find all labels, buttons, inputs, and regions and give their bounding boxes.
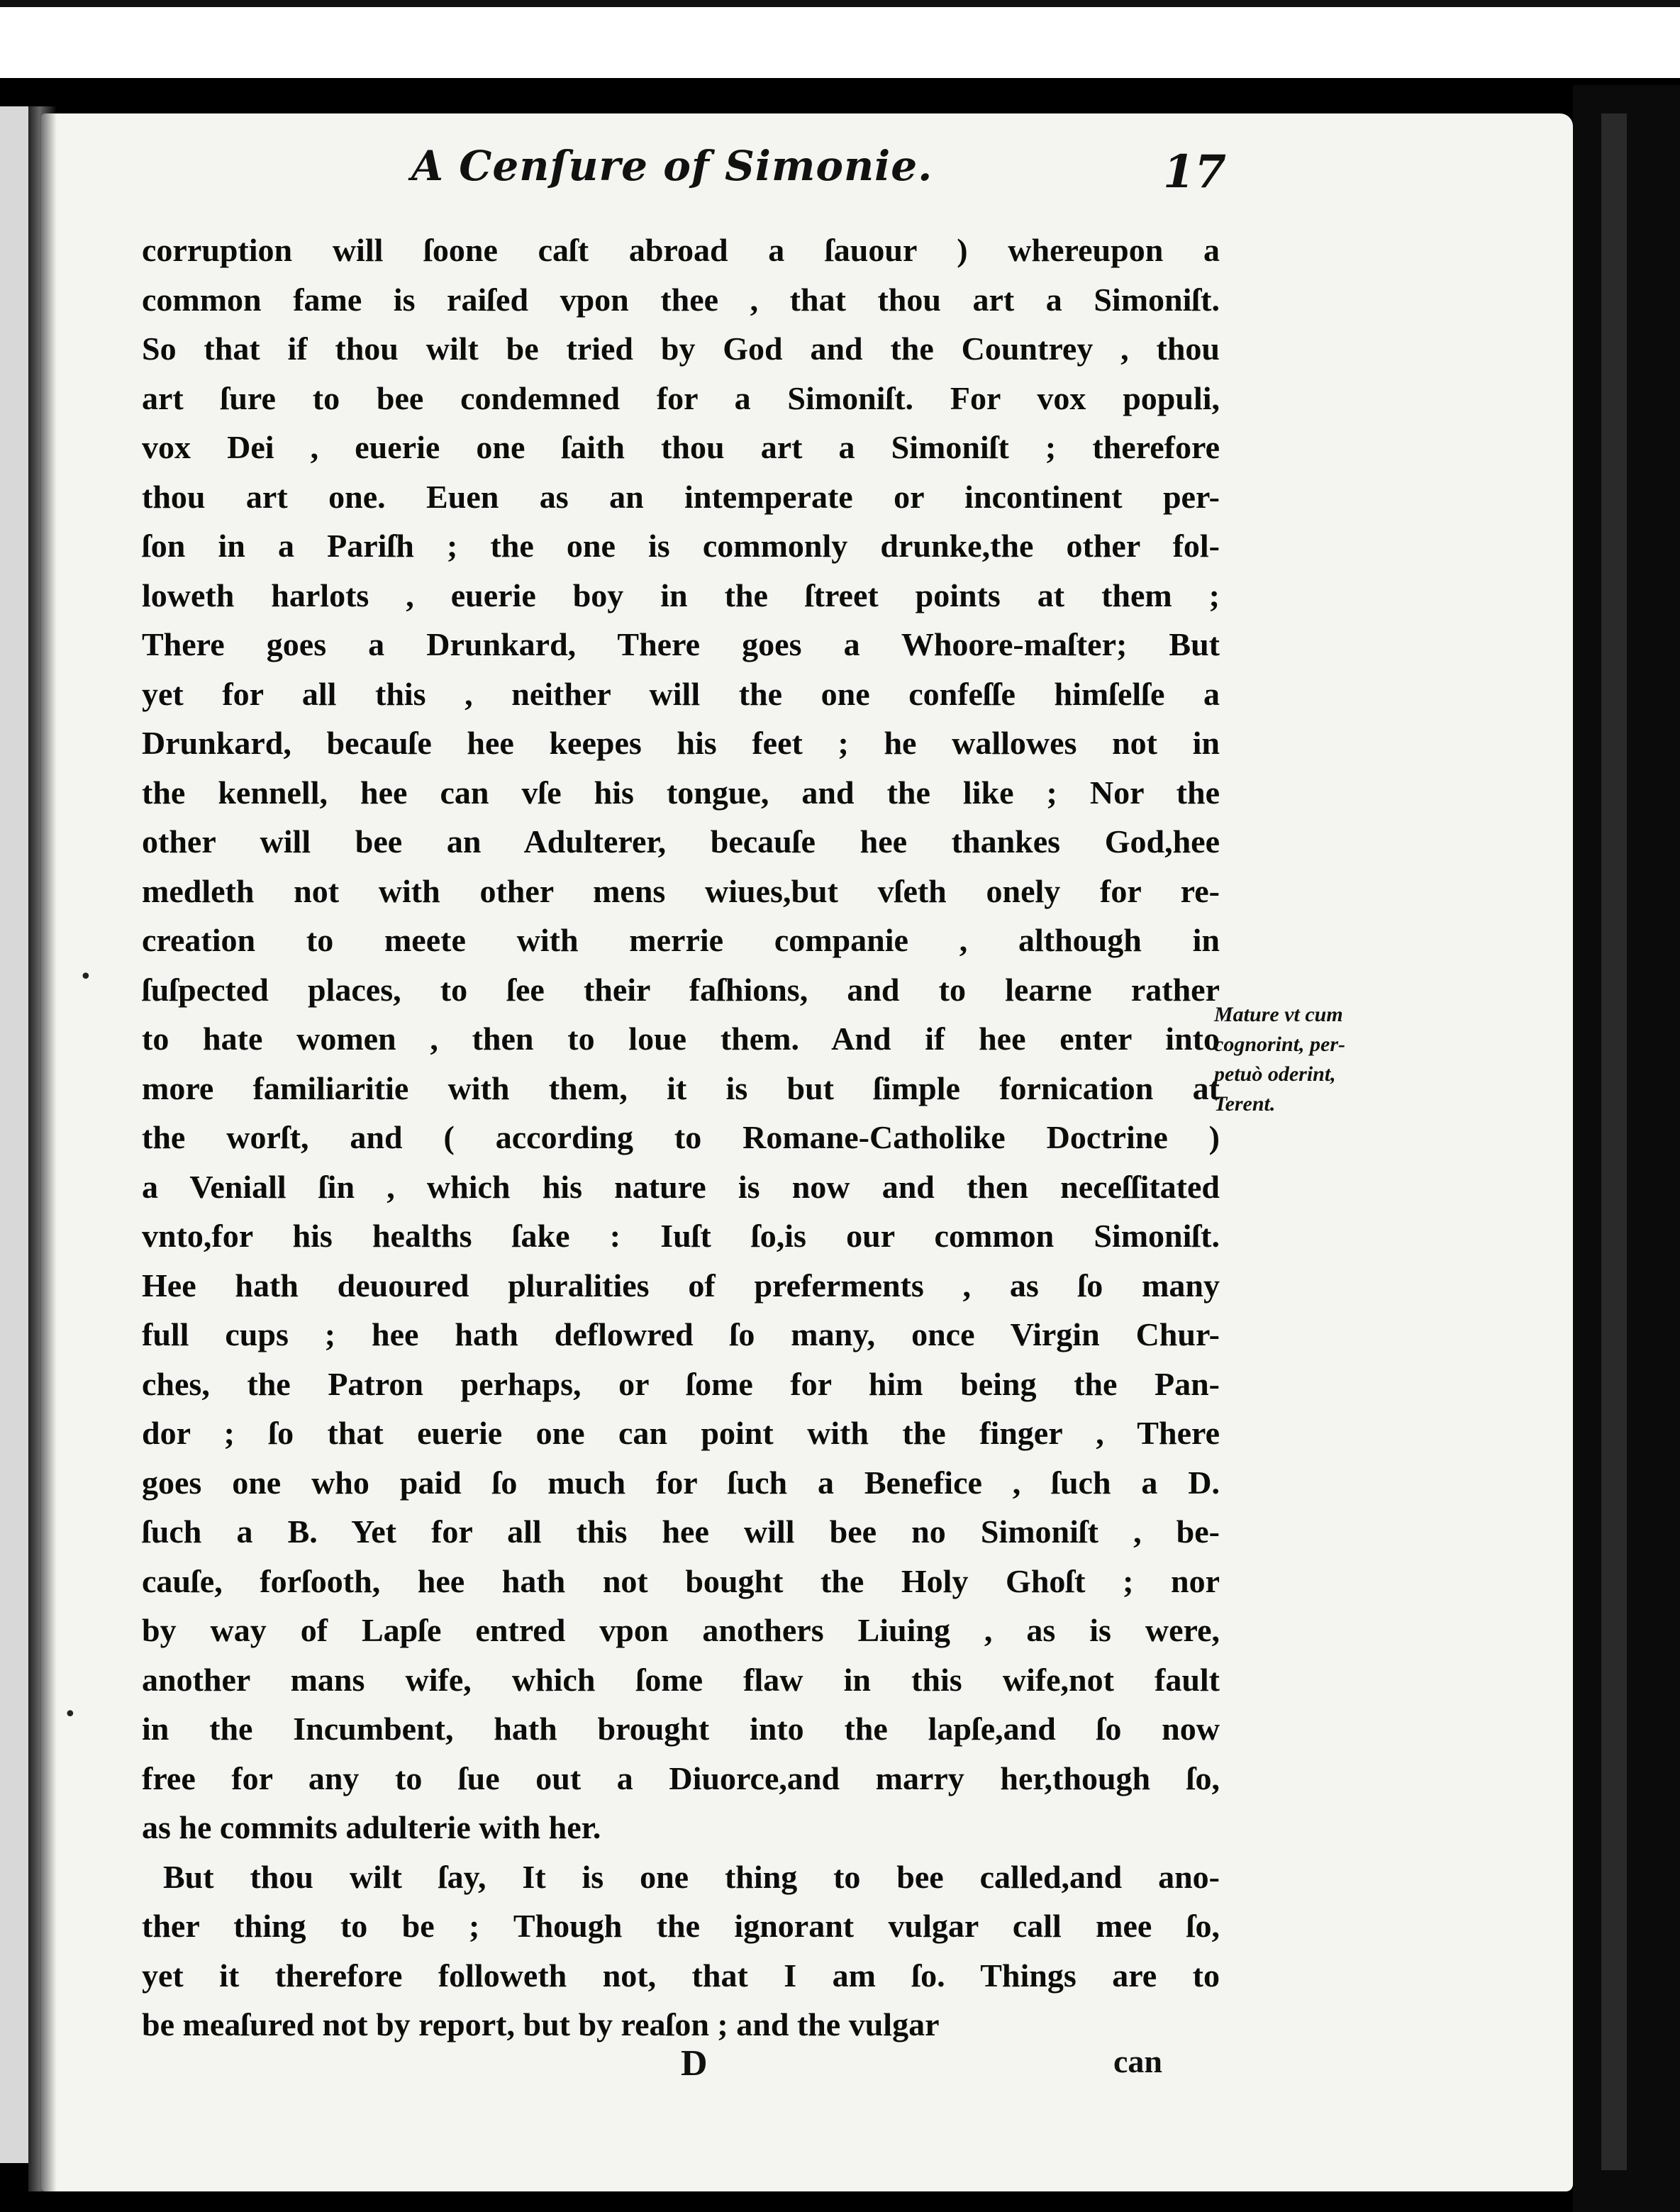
ink-speck: • xyxy=(64,1702,77,1727)
text-line: in the Incumbent, hath brought into the lapſe,and ſo now xyxy=(142,1711,1220,1747)
text-line: corruption will ſoone caſt abroad a ſauour ) whereupon a xyxy=(142,232,1220,268)
page-edge-shadow xyxy=(1573,85,1680,2212)
facing-page-edge xyxy=(0,106,28,2163)
catchword: can xyxy=(1113,2043,1162,2079)
text-line: ſuch a B. Yet for all this hee will bee no Simoniſt , be- xyxy=(142,1513,1220,1550)
text-line: the kennell, hee can vſe his tongue, and the like ; Nor the xyxy=(142,774,1220,811)
text-line: Drunkard, becauſe hee keepes his feet ; he wallowes not in xyxy=(142,725,1220,761)
text-line: a Veniall ſin , which his nature is now and then neceſſitated xyxy=(142,1168,1220,1205)
text-line: free for any to ſue out a Diuorce,and marry her,though ſo, xyxy=(142,1760,1220,1796)
margin-note-line: Terent. xyxy=(1214,1092,1276,1116)
page-number: 17 xyxy=(1163,145,1227,199)
ink-speck: • xyxy=(79,965,92,989)
text-line: ther thing to be ; Though the ignorant vulgar call mee ſo, xyxy=(142,1908,1220,1944)
text-line: vox Dei , euerie one ſaith thou art a Simoniſt ; therefore xyxy=(142,429,1220,465)
text-line: as he commits adulterie with her. xyxy=(142,1809,601,1845)
text-line: other will bee an Adulterer, becauſe hee thankes God,hee xyxy=(142,823,1220,860)
text-line: be meaſured not by report, but by reaſon ; and the vulgar xyxy=(142,2006,940,2043)
text-line: creation to meete with merrie companie , although in xyxy=(142,922,1220,958)
text-line: goes one who paid ſo much for ſuch a Benefice , ſuch a D. xyxy=(142,1464,1220,1501)
text-line: full cups ; hee hath deflowred ſo many, once Virgin Chur- xyxy=(142,1316,1220,1352)
margin-note-line: cognorint, per- xyxy=(1214,1033,1346,1056)
text-line: another mans wife, which ſome flaw in this wife,not fault xyxy=(142,1661,1220,1698)
text-line: ſon in a Pariſh ; the one is commonly drunke,the other fol- xyxy=(142,528,1220,564)
text-line: more familiaritie with them, it is but ſimple fornication at xyxy=(142,1069,1220,1106)
body-text xyxy=(142,226,1220,2050)
gutter-shadow xyxy=(28,106,57,2191)
text-line: cauſe, forſooth, hee hath not bought the Holy Ghoſt ; nor xyxy=(142,1562,1220,1599)
running-head: A Cenſure of Simonie. xyxy=(411,142,933,190)
text-line: Hee hath deuoured pluralities of preferments , as ſo many xyxy=(142,1267,1220,1304)
text-line: yet it therefore followeth not, that I am ſo. Things are to xyxy=(142,1957,1220,1994)
text-line: common fame is raiſed vpon thee , that thou art a Simoniſt. xyxy=(142,281,1220,318)
signature-mark: D xyxy=(681,2043,708,2084)
margin-note-line: Mature vt cum xyxy=(1214,1003,1343,1026)
scan-top-margin xyxy=(0,0,1680,78)
text-line: thou art one. Euen as an intemperate or incontinent per- xyxy=(142,478,1220,515)
text-line: But thou wilt ſay, It is one thing to bee called,and ano- xyxy=(163,1858,1220,1895)
text-line: There goes a Drunkard, There goes a Whoore-maſter; But xyxy=(142,626,1220,662)
text-line: vnto,for his healths ſake : Iuſt ſo,is our common Simoniſt. xyxy=(142,1218,1220,1254)
text-line: the worſt, and ( according to Romane-Catholike Doctrine ) xyxy=(142,1119,1220,1155)
text-line: ches, the Patron perhaps, or ſome for him being the Pan- xyxy=(142,1365,1220,1402)
text-line: loweth harlots , euerie boy in the ſtreet points at them ; xyxy=(142,577,1220,613)
text-line: by way of Lapſe entred vpon anothers Liuing , as is were, xyxy=(142,1612,1220,1648)
text-line: ſuſpected places, to ſee their faſhions, and to learne rather xyxy=(142,971,1220,1008)
margin-note xyxy=(1214,1000,1427,1119)
text-line: dor ; ſo that euerie one can point with the finger , There xyxy=(142,1415,1220,1451)
text-line: art ſure to bee condemned for a Simoniſt. For vox populi, xyxy=(142,379,1220,416)
text-line: to hate women , then to loue them. And if hee enter into xyxy=(142,1021,1220,1057)
margin-note-line: petuò oderint, xyxy=(1214,1062,1336,1086)
text-line: medleth not with other mens wiues,but vſeth onely for re- xyxy=(142,872,1220,909)
text-line: yet for all this , neither will the one confeſſe himſelſe a xyxy=(142,675,1220,712)
text-line: So that if thou wilt be tried by God and the Countrey , thou xyxy=(142,330,1220,367)
